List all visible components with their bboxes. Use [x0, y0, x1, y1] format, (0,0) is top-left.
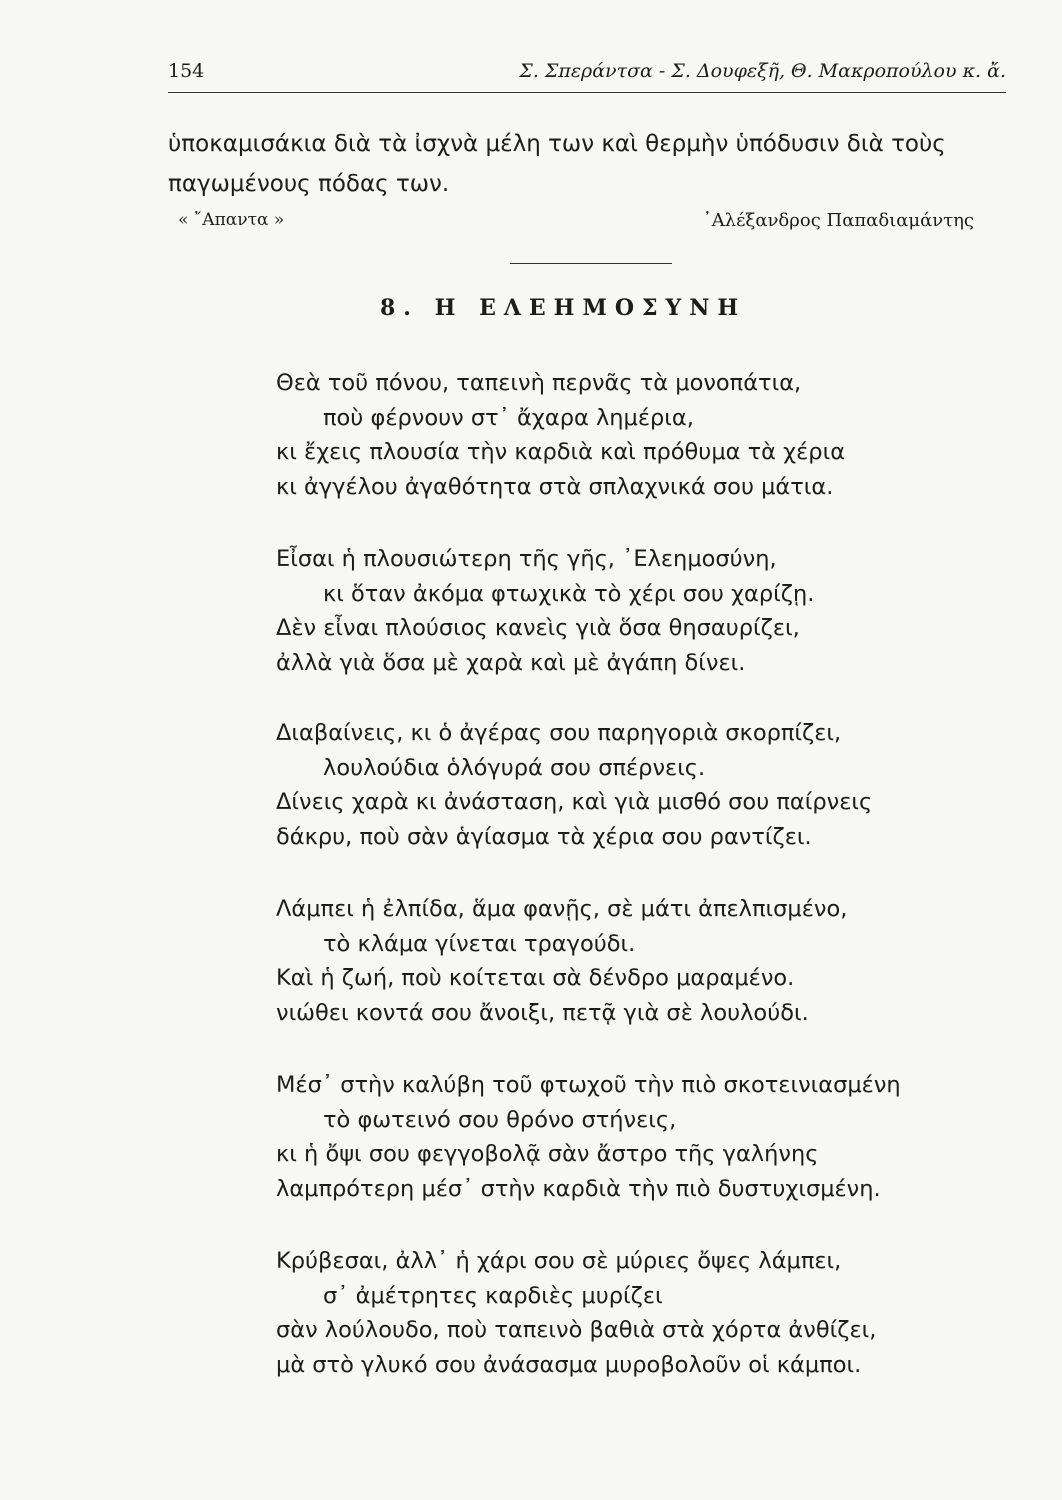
poem-line: Λάμπει ἡ ἐλπίδα, ἅμα φανῇς, σὲ μάτι ἀπελπισμένο, — [276, 896, 848, 922]
stanza-2 — [276, 542, 1006, 680]
intro-paragraph — [168, 124, 1008, 204]
poem-line: κι ἀγγέλου ἀγαθότητα στὰ σπλαχνικά σου μάτια. — [276, 473, 834, 500]
stanza-6 — [276, 1244, 1006, 1382]
poem-line: κι ἔχεις πλουσία τὴν καρδιὰ καὶ πρόθυμα τὰ χέρια — [276, 439, 846, 465]
intro-line: ὑποκαμισάκια διὰ τὰ ἰσχνὰ μέλη των καὶ θερμὴν ὑπόδυσιν διὰ τοὺς — [168, 131, 946, 157]
intro-line: παγωμένους πόδας των. — [168, 171, 450, 197]
poem-line: νιώθει κοντά σου ἄνοιξι, πετᾷ γιὰ σὲ λουλούδι. — [276, 999, 809, 1026]
poem-title: 8. Η ΕΛΕΗΜΟΣΥΝΗ — [380, 295, 747, 321]
page-number: 154 — [168, 60, 205, 82]
poem-line: Κρύβεσαι, ἀλλ᾿ ἡ χάρι σου σὲ μύριες ὄψες λάμπει, — [276, 1248, 842, 1274]
poem-line: λουλούδια ὁλόγυρά σου σπέρνεις. — [323, 754, 706, 781]
poem-line: κι ἡ ὄψι σου φεγγοβολᾷ σὰν ἄστρο τῆς γαλήνης — [276, 1141, 819, 1167]
poem-line: τὸ φωτεινό σου θρόνο στήνεις, — [323, 1106, 677, 1133]
poem-line: σ᾿ ἀμέτρητες καρδιὲς μυρίζει — [323, 1282, 663, 1309]
poem-line: Δίνεις χαρὰ κι ἀνάσταση, καὶ γιὰ μισθό σου παίρνεις — [276, 789, 873, 815]
stanza-1 — [276, 366, 1006, 504]
poem-line: Διαβαίνεις, κι ὁ ἀγέρας σου παρηγοριὰ σκορπίζει, — [276, 720, 842, 746]
poem-line: λαμπρότερη μέσ᾿ στὴν καρδιὰ τὴν πιὸ δυστυχισμένη. — [276, 1175, 881, 1202]
stanza-4 — [276, 892, 1006, 1030]
poem-line: Εἶσαι ἡ πλουσιώτερη τῆς γῆς, ᾿Ελεημοσύνη, — [276, 546, 777, 572]
stanza-5 — [276, 1068, 1006, 1206]
poem-line: κι ὅταν ἀκόμα φτωχικὰ τὸ χέρι σου χαρίζῃ. — [323, 580, 815, 607]
source-work: « ῎Απαντα » — [178, 210, 285, 230]
source-author: ᾿Αλέξανδρος Παπαδιαμάντης — [702, 210, 974, 231]
page-header — [168, 58, 1006, 93]
poem-line: δάκρυ, ποὺ σὰν ἁγίασμα τὰ χέρια σου ραντίζει. — [276, 823, 812, 850]
poem-line: Καὶ ἡ ζωή, ποὺ κοίτεται σὰ δένδρο μαραμένο. — [276, 965, 795, 991]
source-attribution — [178, 210, 974, 240]
poem-line: Δὲν εἶναι πλούσιος κανεὶς γιὰ ὅσα θησαυρίζει, — [276, 615, 800, 641]
running-head: Σ. Σπεράντσα - Σ. Δουφεξῆ, Θ. Μακροπούλου κ. ἄ. — [519, 60, 1006, 82]
poem-line: τὸ κλάμα γίνεται τραγούδι. — [323, 930, 636, 957]
poem-line: ἀλλὰ γιὰ ὅσα μὲ χαρὰ καὶ μὲ ἀγάπη δίνει. — [276, 649, 746, 676]
poem-line: μὰ στὸ γλυκό σου ἀνάσασμα μυροβολοῦν οἱ κάμποι. — [276, 1351, 862, 1378]
stanza-3 — [276, 716, 1006, 854]
section-divider — [510, 263, 672, 264]
poem-line: Θεὰ τοῦ πόνου, ταπεινὴ περνᾶς τὰ μονοπάτια, — [276, 370, 802, 396]
poem-line: σὰν λούλουδο, ποὺ ταπεινὸ βαθιὰ στὰ χόρτα ἀνθίζει, — [276, 1317, 877, 1343]
poem-line: Μέσ᾿ στὴν καλύβη τοῦ φτωχοῦ τὴν πιὸ σκοτεινιασμένη — [276, 1072, 901, 1098]
poem-line: ποὺ φέρνουν στ᾿ ἄχαρα λημέρια, — [323, 404, 694, 431]
